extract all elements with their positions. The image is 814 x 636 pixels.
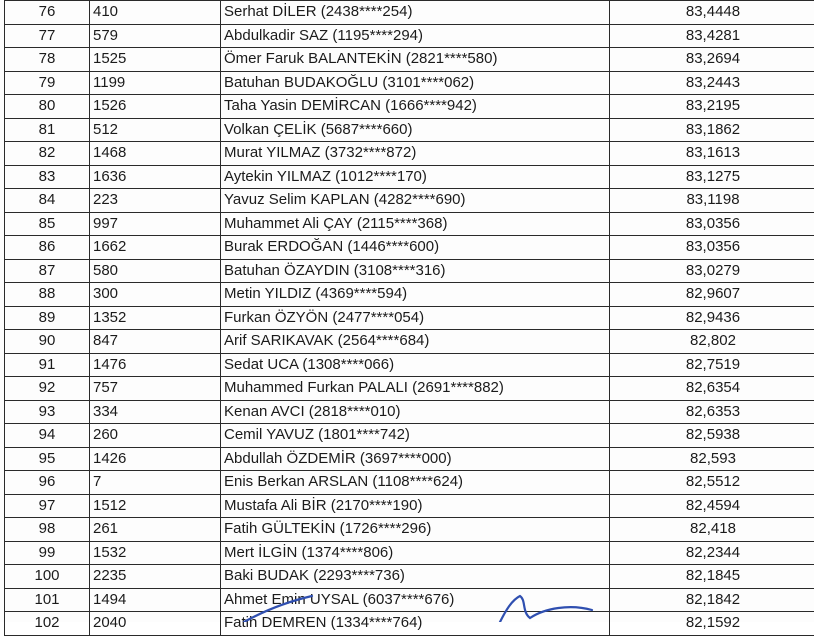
ranking-table-body — [5, 1, 814, 636]
table-row — [5, 283, 814, 307]
application-id-cell: 1199 — [90, 71, 221, 95]
rank-cell: 76 — [5, 1, 90, 25]
score-cell: 82,9436 — [610, 306, 814, 330]
application-id-cell: 223 — [90, 189, 221, 213]
application-id-cell: 2040 — [90, 612, 221, 636]
score-cell: 83,4448 — [610, 1, 814, 25]
application-id-cell: 512 — [90, 118, 221, 142]
candidate-name-cell: Ahmet Emin UYSAL (6037****676) — [221, 588, 610, 612]
score-cell: 83,2443 — [610, 71, 814, 95]
candidate-name-cell: Muhammet Ali ÇAY (2115****368) — [221, 212, 610, 236]
score-cell: 82,1845 — [610, 565, 814, 589]
score-cell: 83,2694 — [610, 48, 814, 72]
application-id-cell: 1352 — [90, 306, 221, 330]
rank-cell: 79 — [5, 71, 90, 95]
score-cell: 82,6354 — [610, 377, 814, 401]
ranking-table — [4, 0, 814, 636]
table-row — [5, 142, 814, 166]
score-cell: 83,0279 — [610, 259, 814, 283]
score-cell: 82,5938 — [610, 424, 814, 448]
candidate-name-cell: Abdulkadir SAZ (1195****294) — [221, 24, 610, 48]
table-row — [5, 612, 814, 636]
candidate-name-cell: Baki BUDAK (2293****736) — [221, 565, 610, 589]
application-id-cell: 1662 — [90, 236, 221, 260]
application-id-cell: 757 — [90, 377, 221, 401]
rank-cell: 89 — [5, 306, 90, 330]
rank-cell: 80 — [5, 95, 90, 119]
rank-cell: 84 — [5, 189, 90, 213]
application-id-cell: 1526 — [90, 95, 221, 119]
score-cell: 83,1862 — [610, 118, 814, 142]
score-cell: 82,4594 — [610, 494, 814, 518]
rank-cell: 81 — [5, 118, 90, 142]
rank-cell: 91 — [5, 353, 90, 377]
application-id-cell: 997 — [90, 212, 221, 236]
application-id-cell: 2235 — [90, 565, 221, 589]
candidate-name-cell: Mert İLGİN (1374****806) — [221, 541, 610, 565]
table-row — [5, 118, 814, 142]
application-id-cell: 580 — [90, 259, 221, 283]
score-cell: 83,1275 — [610, 165, 814, 189]
application-id-cell: 1476 — [90, 353, 221, 377]
score-cell: 82,5512 — [610, 471, 814, 495]
score-cell: 83,1198 — [610, 189, 814, 213]
table-row — [5, 353, 814, 377]
table-row — [5, 447, 814, 471]
rank-cell: 93 — [5, 400, 90, 424]
candidate-name-cell: Mustafa Ali BİR (2170****190) — [221, 494, 610, 518]
candidate-name-cell: Aytekin YILMAZ (1012****170) — [221, 165, 610, 189]
table-row — [5, 565, 814, 589]
rank-cell: 87 — [5, 259, 90, 283]
score-cell: 83,2195 — [610, 95, 814, 119]
candidate-name-cell: Metin YILDIZ (4369****594) — [221, 283, 610, 307]
candidate-name-cell: Batuhan ÖZAYDIN (3108****316) — [221, 259, 610, 283]
candidate-name-cell: Ömer Faruk BALANTEKİN (2821****580) — [221, 48, 610, 72]
candidate-name-cell: Furkan ÖZYÖN (2477****054) — [221, 306, 610, 330]
table-row — [5, 377, 814, 401]
score-cell: 82,1842 — [610, 588, 814, 612]
score-cell: 82,7519 — [610, 353, 814, 377]
table-row — [5, 236, 814, 260]
application-id-cell: 1426 — [90, 447, 221, 471]
rank-cell: 82 — [5, 142, 90, 166]
application-id-cell: 7 — [90, 471, 221, 495]
score-cell: 83,1613 — [610, 142, 814, 166]
candidate-name-cell: Fatih GÜLTEKİN (1726****296) — [221, 518, 610, 542]
table-row — [5, 1, 814, 25]
candidate-name-cell: Kenan AVCI (2818****010) — [221, 400, 610, 424]
table-row — [5, 165, 814, 189]
candidate-name-cell: Batuhan BUDAKOĞLU (3101****062) — [221, 71, 610, 95]
rank-cell: 97 — [5, 494, 90, 518]
table-row — [5, 518, 814, 542]
application-id-cell: 1532 — [90, 541, 221, 565]
table-row — [5, 400, 814, 424]
rank-cell: 95 — [5, 447, 90, 471]
rank-cell: 96 — [5, 471, 90, 495]
table-row — [5, 189, 814, 213]
rank-cell: 98 — [5, 518, 90, 542]
score-cell: 83,4281 — [610, 24, 814, 48]
rank-cell: 102 — [5, 612, 90, 636]
rank-cell: 85 — [5, 212, 90, 236]
candidate-name-cell: Taha Yasin DEMİRCAN (1666****942) — [221, 95, 610, 119]
table-row — [5, 471, 814, 495]
score-cell: 82,802 — [610, 330, 814, 354]
candidate-name-cell: Serhat DİLER (2438****254) — [221, 1, 610, 25]
candidate-name-cell: Volkan ÇELİK (5687****660) — [221, 118, 610, 142]
application-id-cell: 1636 — [90, 165, 221, 189]
candidate-name-cell: Muhammed Furkan PALALI (2691****882) — [221, 377, 610, 401]
rank-cell: 86 — [5, 236, 90, 260]
application-id-cell: 300 — [90, 283, 221, 307]
rank-cell: 83 — [5, 165, 90, 189]
table-row — [5, 424, 814, 448]
table-row — [5, 330, 814, 354]
candidate-name-cell: Yavuz Selim KAPLAN (4282****690) — [221, 189, 610, 213]
candidate-name-cell: Sedat UCA (1308****066) — [221, 353, 610, 377]
candidate-name-cell: Fatih DEMREN (1334****764) — [221, 612, 610, 636]
rank-cell: 92 — [5, 377, 90, 401]
score-cell: 82,9607 — [610, 283, 814, 307]
rank-cell: 78 — [5, 48, 90, 72]
score-cell: 82,593 — [610, 447, 814, 471]
rank-cell: 90 — [5, 330, 90, 354]
application-id-cell: 1468 — [90, 142, 221, 166]
table-row — [5, 541, 814, 565]
table-row — [5, 95, 814, 119]
application-id-cell: 261 — [90, 518, 221, 542]
application-id-cell: 260 — [90, 424, 221, 448]
rank-cell: 88 — [5, 283, 90, 307]
candidate-name-cell: Abdullah ÖZDEMİR (3697****000) — [221, 447, 610, 471]
score-cell: 83,0356 — [610, 236, 814, 260]
score-cell: 83,0356 — [610, 212, 814, 236]
application-id-cell: 1525 — [90, 48, 221, 72]
candidate-name-cell: Cemil YAVUZ (1801****742) — [221, 424, 610, 448]
table-row — [5, 588, 814, 612]
application-id-cell: 1494 — [90, 588, 221, 612]
table-row — [5, 71, 814, 95]
rank-cell: 77 — [5, 24, 90, 48]
application-id-cell: 334 — [90, 400, 221, 424]
score-cell: 82,6353 — [610, 400, 814, 424]
table-row — [5, 259, 814, 283]
application-id-cell: 1512 — [90, 494, 221, 518]
score-cell: 82,418 — [610, 518, 814, 542]
rank-cell: 100 — [5, 565, 90, 589]
candidate-name-cell: Arif SARIKAVAK (2564****684) — [221, 330, 610, 354]
rank-cell: 99 — [5, 541, 90, 565]
rank-cell: 94 — [5, 424, 90, 448]
score-cell: 82,1592 — [610, 612, 814, 636]
table-row — [5, 494, 814, 518]
table-row — [5, 306, 814, 330]
table-row — [5, 24, 814, 48]
application-id-cell: 847 — [90, 330, 221, 354]
candidate-name-cell: Burak ERDOĞAN (1446****600) — [221, 236, 610, 260]
application-id-cell: 410 — [90, 1, 221, 25]
score-cell: 82,2344 — [610, 541, 814, 565]
table-row — [5, 48, 814, 72]
candidate-name-cell: Enis Berkan ARSLAN (1108****624) — [221, 471, 610, 495]
table-row — [5, 212, 814, 236]
candidate-name-cell: Murat YILMAZ (3732****872) — [221, 142, 610, 166]
rank-cell: 101 — [5, 588, 90, 612]
application-id-cell: 579 — [90, 24, 221, 48]
